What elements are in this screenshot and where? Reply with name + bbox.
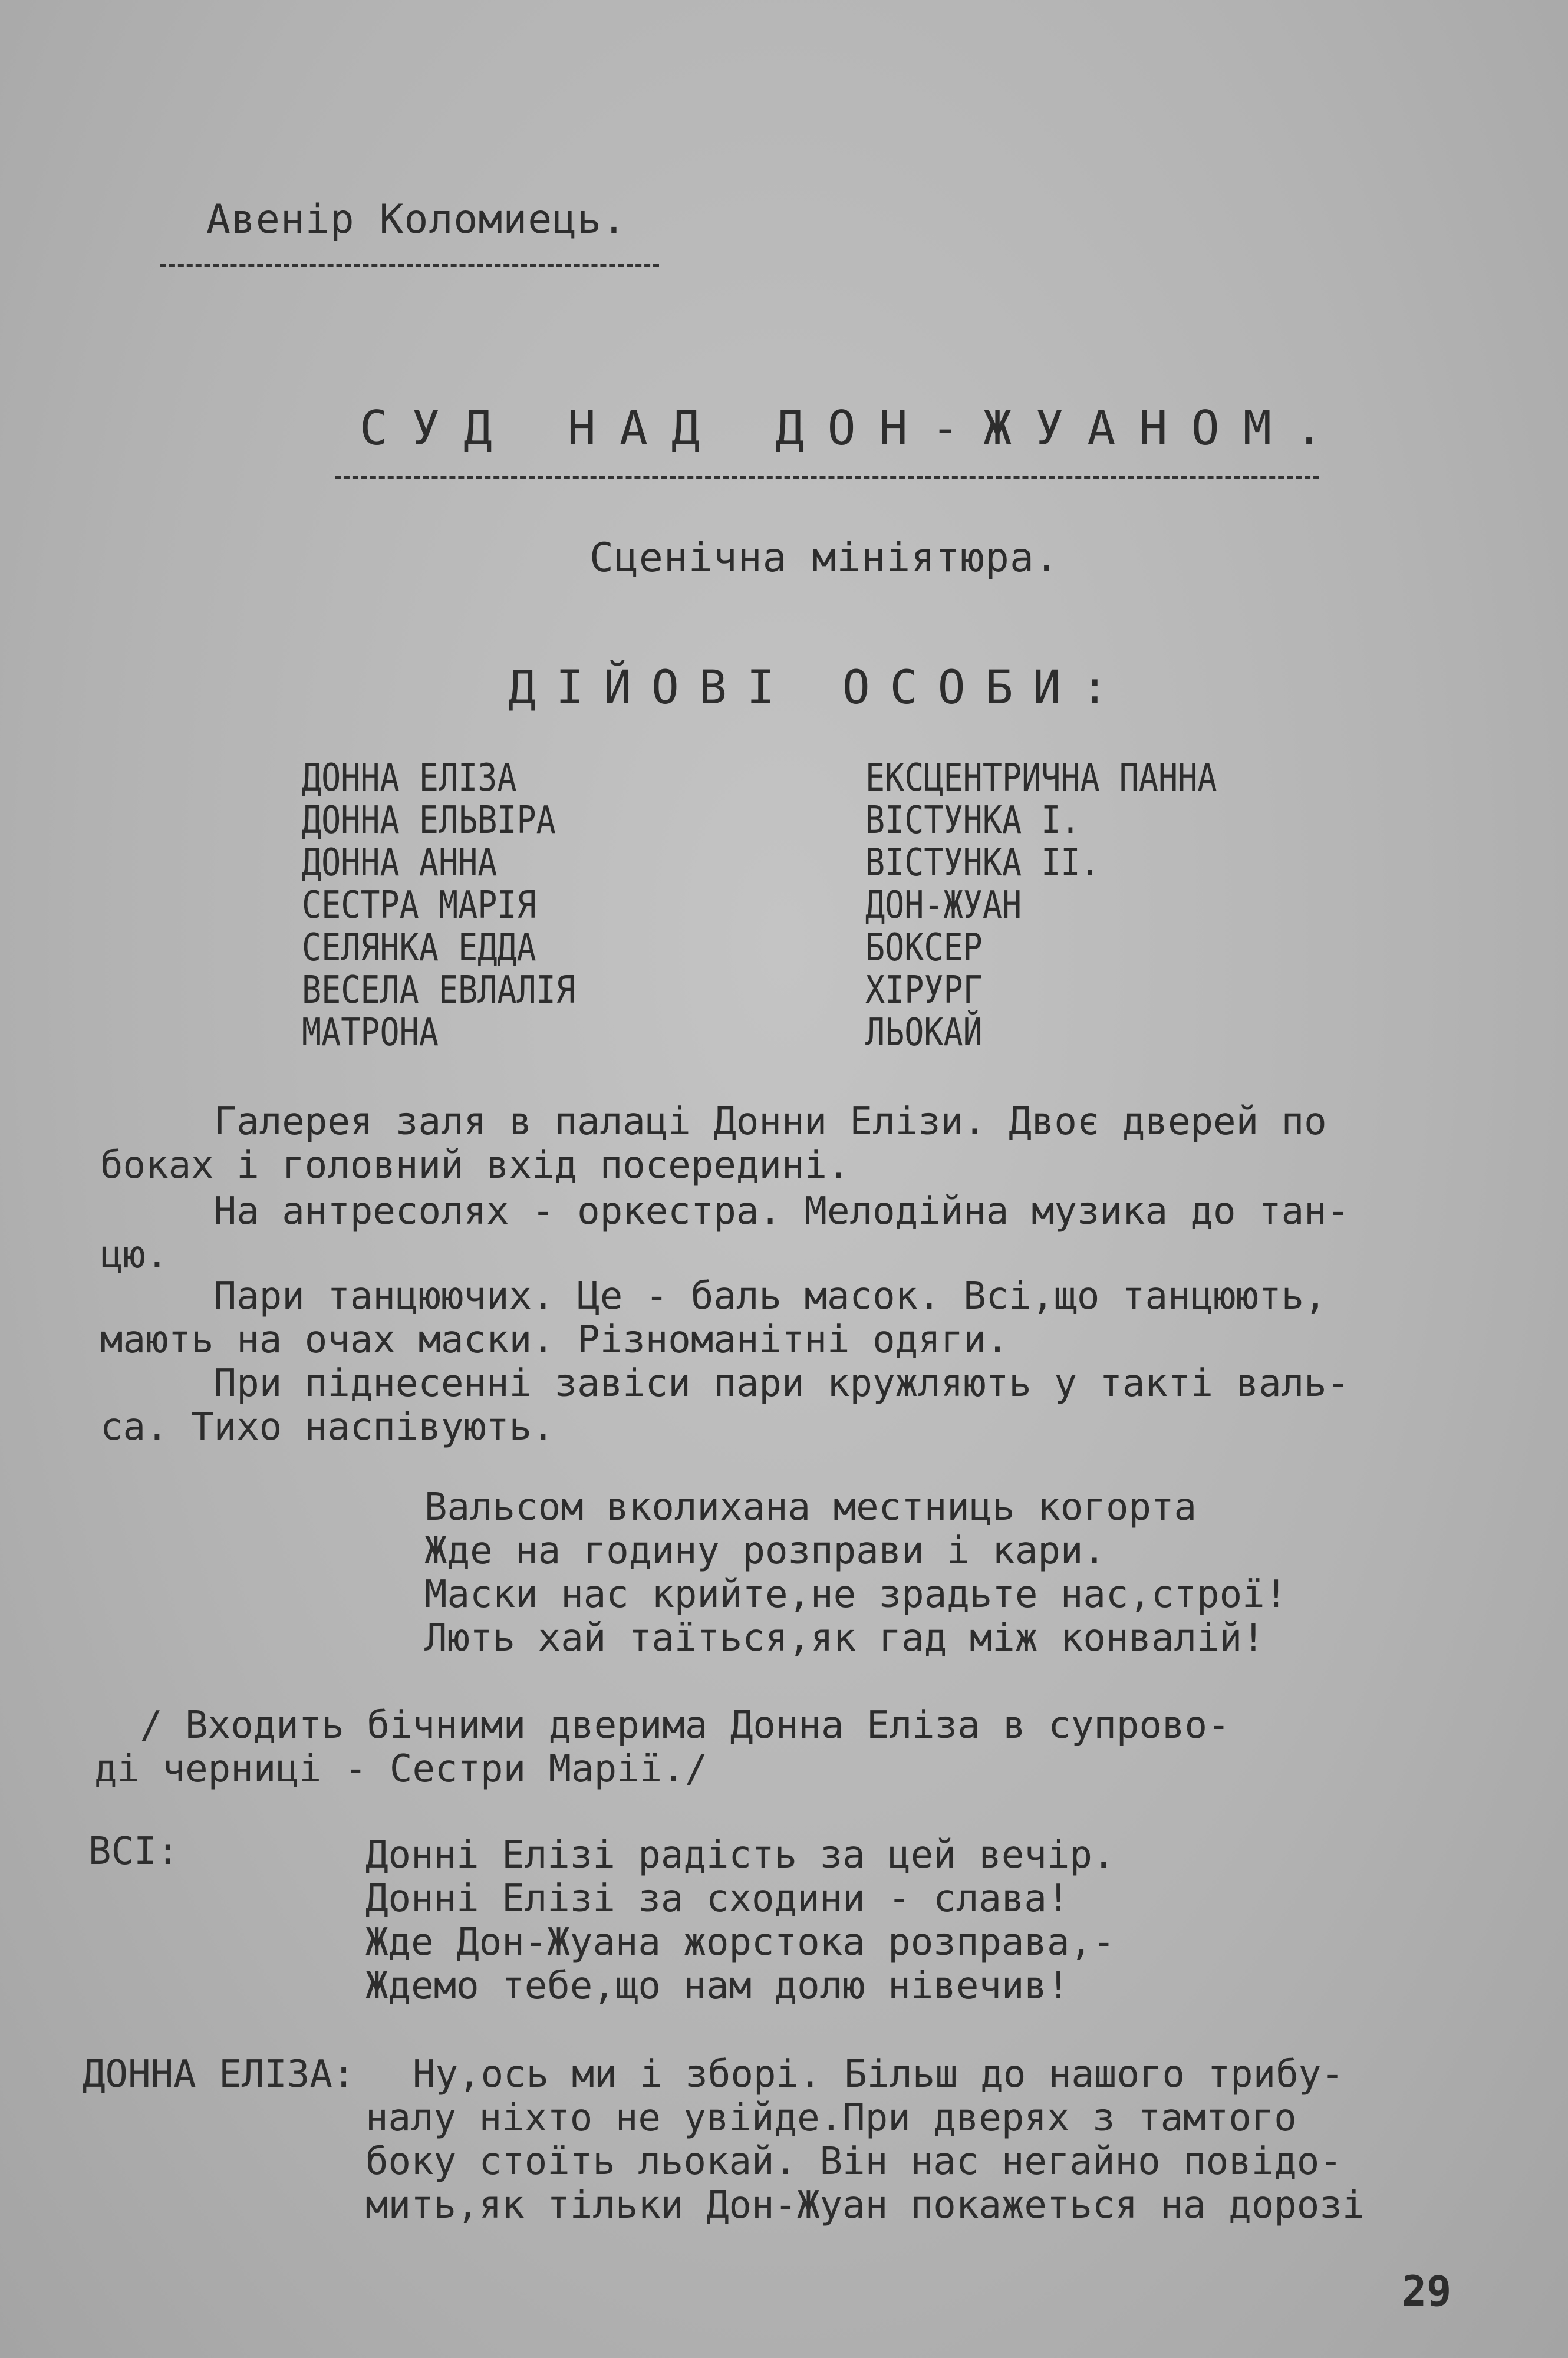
eliza-speech-continuation: налу ніхто не увійде.При дверях з тамтого боку стоїть льокай. Він нас негайно повідо- мить,як тільки Дон-Жуан покажеться на дорозі: [365, 2096, 1365, 2227]
eliza-speech-first-line: Ну,ось ми і зборі. Більш до нашого трибу-: [413, 2053, 1344, 2096]
title-underline: [335, 476, 1319, 479]
stage-direction-orchestra: На антресолях - оркестра. Мелодійна музика до тан- цю.: [100, 1190, 1350, 1277]
cast-list-right: ЕКСЦЕНТРИЧНА ПАННА ВІСТУНКА І. ВІСТУНКА ІІ. ДОН-ЖУАН БОКСЕР ХІРУРГ ЛЬОКАЙ: [865, 756, 1217, 1055]
stage-direction-dancers: Пари танцюючих. Це - баль масок. Всі,що танцюють, мають на очах маски. Різноманітні одяги.: [100, 1274, 1327, 1362]
cast-heading: ДІЙОВІ ОСОБИ:: [508, 661, 1129, 714]
author-underline: [160, 264, 659, 267]
stage-direction-entrance: / Входить бічними дверима Донна Еліза в супрово- ді черниці - Сестри Марії./: [94, 1704, 1230, 1791]
page-number: 29: [1402, 2267, 1452, 2316]
speaker-label-all: ВСІ:: [88, 1830, 180, 1873]
speaker-label-donna-eliza: ДОННА ЕЛІЗА:: [83, 2053, 355, 2096]
stage-direction-curtain: При піднесенні завіси пари кружляють у такті валь- са. Тихо наспівують.: [100, 1362, 1350, 1449]
author-name: Авенір Коломиець.: [206, 196, 627, 243]
play-title: СУД НАД ДОН-ЖУАНОМ.: [360, 401, 1348, 456]
play-subtitle: Сценічна мініятюра.: [589, 535, 1059, 581]
cast-list-left: ДОННА ЕЛІЗА ДОННА ЕЛЬВІРА ДОННА АННА СЕСТРА МАРІЯ СЕЛЯНКА ЕДДА ВЕСЕЛА ЕВЛАЛІЯ МАТРОНА: [302, 756, 575, 1055]
waltz-verse: Вальсом вколихана местниць когорта Жде на годину розправи і кари. Маски нас крийте,не зрадьте нас,строї! Лють хай таїться,як гад між конвалій!: [424, 1486, 1288, 1660]
stage-direction-setting: Галерея заля в палаці Донни Елізи. Двоє дверей по боках і головний вхід посередині.: [100, 1100, 1327, 1187]
chorus-verse: Донні Елізі радість за цей вечір. Донні Елізі за сходини - слава! Жде Дон-Жуана жорстока розправа,- Ждемо тебе,що нам долю нівечив!: [365, 1833, 1115, 2008]
